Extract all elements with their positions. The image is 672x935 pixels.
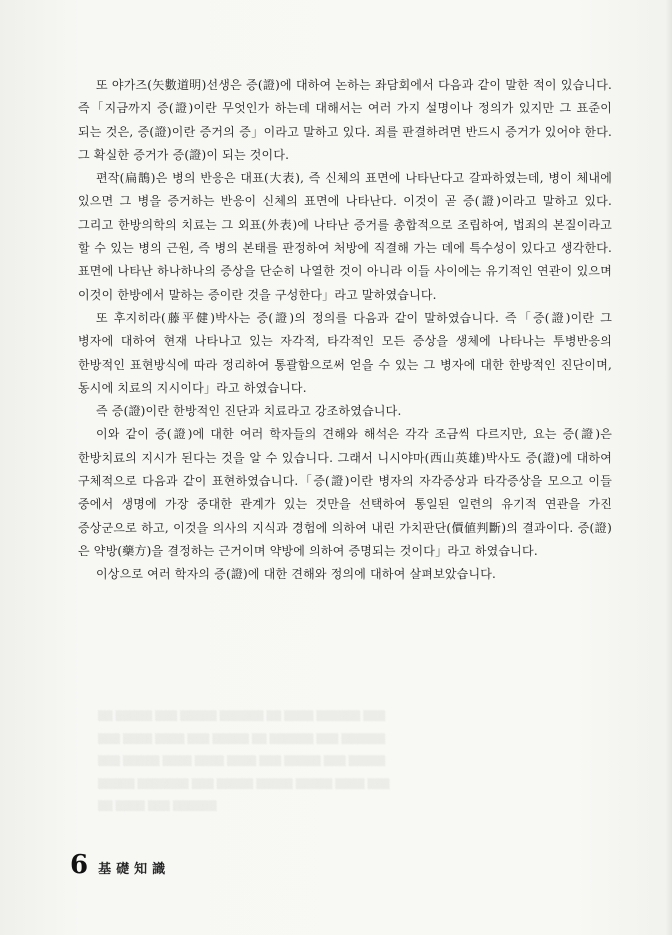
- paragraph-6: 이상으로 여러 학자의 증(證)에 대한 견해와 정의에 대하여 살펴보았습니다.: [96, 567, 497, 582]
- paragraph-2: 편작(扁鵲)은 병의 반응은 대표(大表), 즉 신체의 표면에 나타난다고 갈파하였는데, 병이 체내에 있으면 그 병을 증거하는 반응이 신체의 표면에 나타난다. 이것이 곧 증(證)이라고 말하고 있다. 그리고 한방의학의 치료는 그 외표(外表)에 나타난 증거를 총합적으로 조립하여, 법죄의 본질이라고 할 수 있는 병의 근원, 즉 병의 본태를 판정하여 처방에 직결해 가는 데에 특수성이 있다고 생각한다. 표면에 나타난 하나하나의 증상을 단순히 나열한 것이 아니라 이들 사이에는 유기적인 연관이 있으며 이것이 한방에서 말하는 증이란 것을 구성한다」라고 말하였습니다.: [78, 171, 612, 302]
- page-number: 6: [70, 850, 89, 880]
- paragraph-5: 이와 같이 증(證)에 대한 여러 학자들의 견해와 해석은 각각 조금씩 다르지만, 요는 증(證)은 한방치료의 지시가 된다는 것을 알 수 있습니다. 그래서 니시야마(西山英雄)박사도 증(證)에 대하여 구체적으로 다음과 같이 표현하였습니다.「증(證)이란 병자의 자각증상과 타각증상을 모으고 이들 중에서 생명에 가장 중대한 관계가 있는 것만을 선택하여 통일된 일련의 유기적 연관을 가진 증상군으로 하고, 이것을 의사의 지식과 경험에 의하여 내린 가치판단(價値判斷)의 결과이다. 증(證)은 약방(藥方)을 결정하는 근거이며 약방에 의하여 증명되는 것이다」라고 하였습니다.: [78, 427, 612, 558]
- page-footer: [70, 850, 170, 880]
- page-edge-shadow: [666, 0, 672, 935]
- bleed-through-text: ▒▒ ▒▒▒▒▒ ▒▒▒ ▒▒▒▒▒ ▒▒▒▒▒▒ ▒▒ ▒▒▒▒ ▒▒▒▒▒▒ ▒▒▒ ▒▒▒ ▒▒▒▒ ▒▒▒▒ ▒▒▒ ▒▒▒▒▒ ▒▒ ▒▒▒▒▒▒ ▒▒▒ ▒▒▒▒▒▒ ▒▒▒ ▒▒▒▒▒ ▒▒▒▒ ▒▒▒▒ ▒▒▒▒ ▒▒▒ ▒▒▒▒▒ ▒▒▒ ▒▒▒▒▒ ▒▒▒▒▒ ▒▒▒▒▒▒▒ ▒▒▒ ▒▒▒▒▒ ▒▒▒▒▒ ▒▒▒▒▒ ▒▒▒▒ ▒▒▒ ▒▒ ▒▒▒▒ ▒▒▒ ▒▒▒▒▒▒: [98, 711, 390, 812]
- paragraph-1: 또 야가즈(矢數道明)선생은 증(證)에 대하여 논하는 좌담회에서 다음과 같이 말한 적이 있습니다. 즉「지금까지 증(證)이란 무엇인가 하는데 대해서는 여러 가지 설명이나 정의가 있지만 그 표준이 되는 것은, 증(證)이란 증거의 증」이라고 말하고 있다. 죄를 판결하려면 반드시 증거가 있어야 한다. 그 확실한 증거가 증(證)이 되는 것이다.: [78, 78, 612, 162]
- paragraph-3: 또 후지히라(藤平健)박사는 증(證)의 정의를 다음과 같이 말하였습니다. 즉「증(證)이란 그 병자에 대하여 현재 나타나고 있는 자각적, 타각적인 모든 증상을 생체에 나타나는 투병반응의 한방적인 표현방식에 따라 정리하여 통괄함으로써 얻을 수 있는 그 병자에 대한 한방적인 진단이며, 동시에 치료의 지시이다」라고 하였습니다.: [78, 310, 612, 395]
- body-text: [78, 74, 612, 587]
- paragraph-4: 즉 증(證)이란 한방적인 진단과 치료라고 강조하였습니다.: [96, 404, 402, 419]
- section-title: 基礎知識: [98, 862, 171, 877]
